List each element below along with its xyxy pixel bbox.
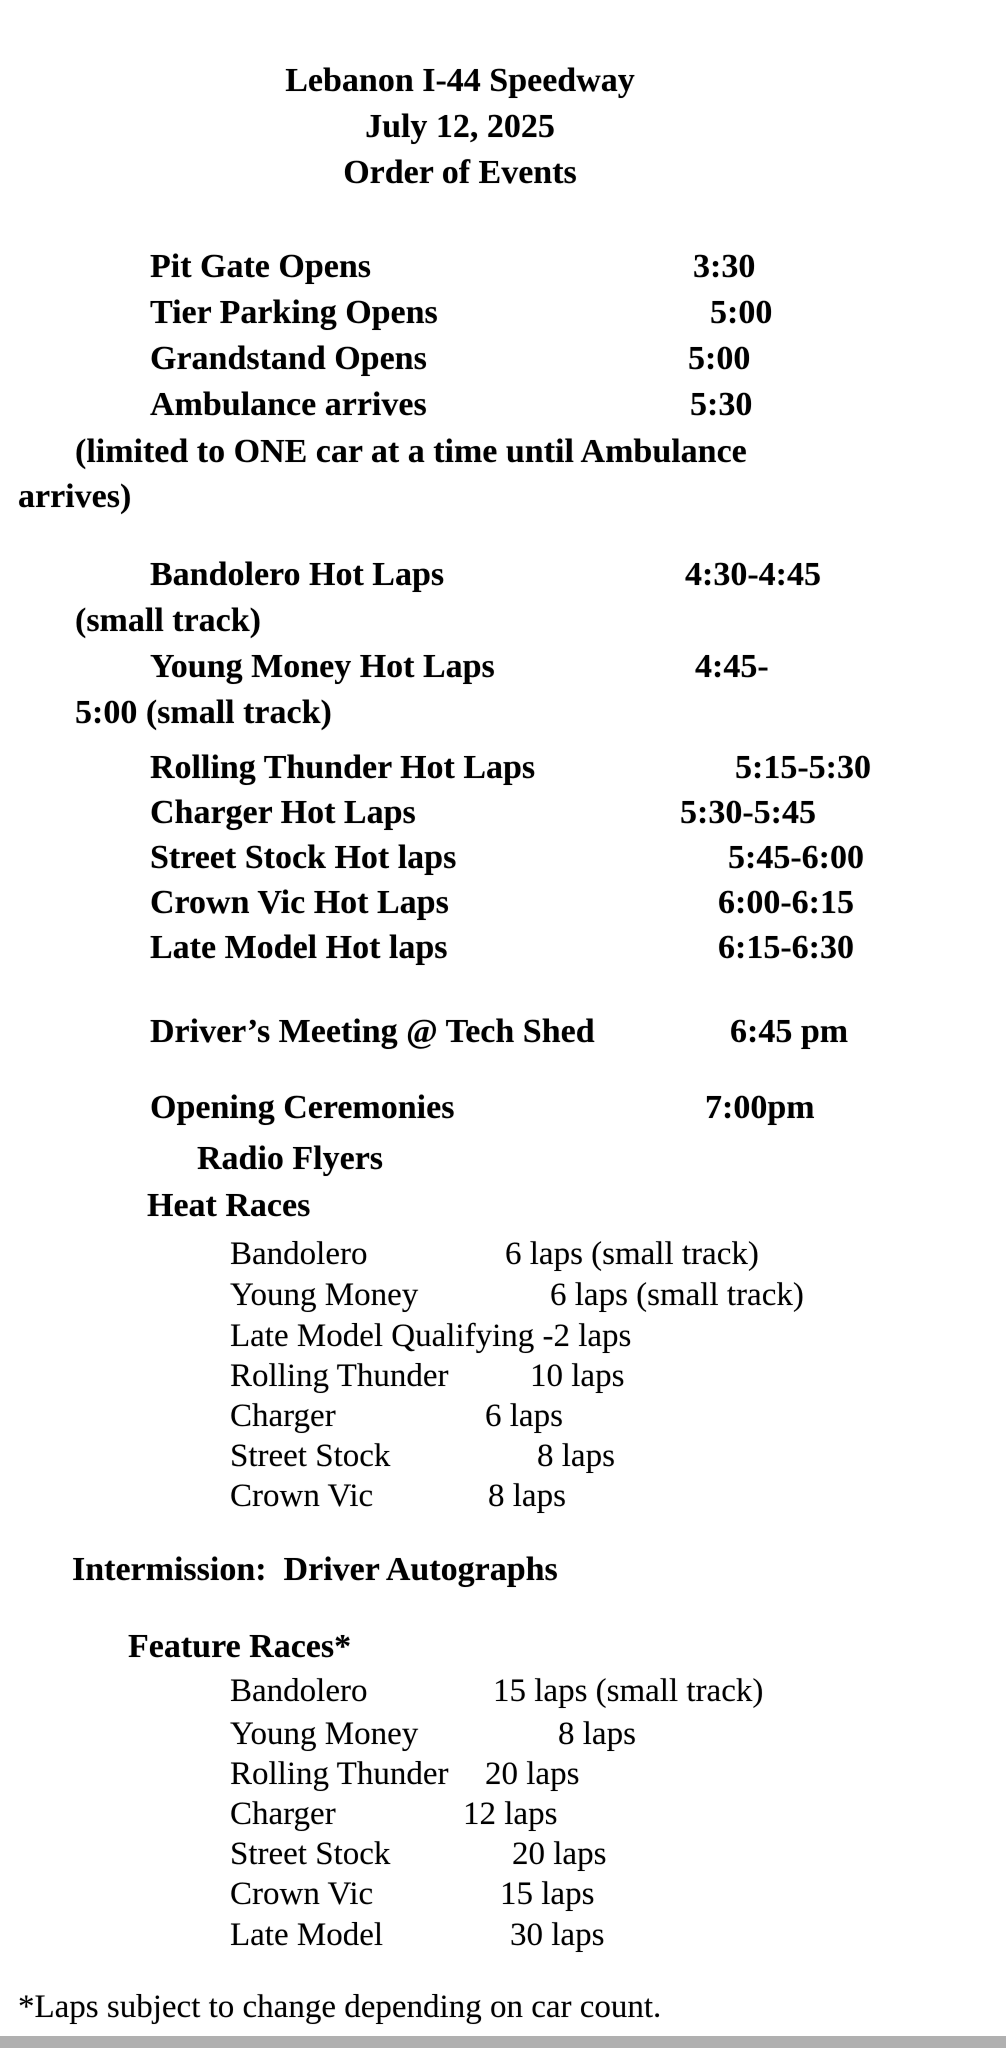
event-label: Opening Ceremonies bbox=[150, 1089, 455, 1126]
event-label: Street Stock Hot laps bbox=[150, 839, 457, 876]
heat-row-crown-vic bbox=[0, 1478, 1006, 1524]
doc-subtitle bbox=[0, 154, 920, 200]
laps-value: 12 laps bbox=[463, 1796, 558, 1832]
feature-races-heading bbox=[0, 1628, 1006, 1674]
laps-value: 15 laps bbox=[500, 1876, 595, 1912]
event-time: 5:15-5:30 bbox=[735, 749, 871, 786]
event-label: Driver’s Meeting @ Tech Shed bbox=[150, 1013, 595, 1050]
laps-value: 8 laps bbox=[488, 1478, 566, 1514]
event-time: 6:45 pm bbox=[730, 1013, 849, 1050]
event-time: 5:00 bbox=[688, 340, 751, 377]
class-label: Late Model Qualifying -2 laps bbox=[230, 1318, 632, 1354]
section-heading: Heat Races bbox=[147, 1187, 311, 1224]
class-label: Young Money bbox=[230, 1716, 419, 1752]
feature-row-bandolero bbox=[0, 1673, 1006, 1719]
class-label: Rolling Thunder bbox=[230, 1756, 449, 1792]
class-label: Bandolero bbox=[230, 1236, 368, 1272]
event-row-street-stock-hot-laps bbox=[0, 839, 1006, 885]
event-label: Ambulance arrives bbox=[150, 386, 427, 423]
event-row-grandstand bbox=[0, 340, 1006, 386]
class-label: Crown Vic bbox=[230, 1876, 374, 1912]
heat-races-heading bbox=[0, 1187, 1006, 1233]
class-label: Charger bbox=[230, 1796, 336, 1832]
event-label: Bandolero Hot Laps bbox=[150, 556, 445, 593]
intermission-heading bbox=[0, 1551, 1006, 1597]
heat-row-young-money bbox=[0, 1277, 1006, 1323]
laps-value: 8 laps bbox=[537, 1438, 615, 1474]
laps-value: 6 laps (small track) bbox=[505, 1236, 759, 1272]
event-row-ambulance bbox=[0, 386, 1006, 432]
event-row-tier-parking bbox=[0, 294, 1006, 340]
event-time: 6:00-6:15 bbox=[718, 884, 854, 921]
laps-value: 20 laps bbox=[485, 1756, 580, 1792]
event-time: 4:45- bbox=[695, 648, 769, 685]
class-label: Rolling Thunder bbox=[230, 1358, 449, 1394]
event-row-radio-flyers bbox=[0, 1140, 1006, 1186]
feature-row-crown-vic bbox=[0, 1876, 1006, 1922]
laps-value: 6 laps bbox=[485, 1398, 563, 1434]
event-time: 5:30 bbox=[690, 386, 753, 423]
small-track-note-continuation bbox=[0, 694, 1006, 740]
doc-title-text: Lebanon I-44 Speedway bbox=[285, 62, 635, 99]
event-label: Late Model Hot laps bbox=[150, 929, 448, 966]
event-time: 4:30-4:45 bbox=[685, 556, 821, 593]
event-time: 6:15-6:30 bbox=[718, 929, 854, 966]
section-heading: Intermission: Driver Autographs bbox=[72, 1551, 558, 1588]
laps-value: 10 laps bbox=[530, 1358, 625, 1394]
class-label: Street Stock bbox=[230, 1438, 391, 1474]
note-text: (limited to ONE car at a time until Ambulance bbox=[75, 433, 747, 470]
note-text: 5:00 (small track) bbox=[75, 694, 332, 731]
small-track-note bbox=[0, 602, 1006, 648]
class-label: Bandolero bbox=[230, 1673, 368, 1709]
doc-date bbox=[0, 108, 920, 154]
event-row-late-model-hot-laps bbox=[0, 929, 1006, 975]
event-label: Rolling Thunder Hot Laps bbox=[150, 749, 536, 786]
laps-value: 15 laps (small track) bbox=[493, 1673, 764, 1709]
scan-edge-bar bbox=[0, 2036, 1006, 2048]
doc-title bbox=[0, 62, 920, 108]
heat-row-bandolero bbox=[0, 1236, 1006, 1282]
doc-subtitle-text: Order of Events bbox=[343, 154, 577, 191]
laps-value: 6 laps (small track) bbox=[550, 1277, 804, 1313]
event-row-rolling-thunder-hot-laps bbox=[0, 749, 1006, 795]
event-row-opening-ceremonies bbox=[0, 1089, 1006, 1135]
event-label: Radio Flyers bbox=[197, 1140, 384, 1177]
event-row-pit-gate bbox=[0, 248, 1006, 294]
event-label: Pit Gate Opens bbox=[150, 248, 371, 285]
class-label: Street Stock bbox=[230, 1836, 391, 1872]
event-label: Grandstand Opens bbox=[150, 340, 427, 377]
event-row-crown-vic-hot-laps bbox=[0, 884, 1006, 930]
event-time: 5:00 bbox=[710, 294, 773, 331]
laps-value: 20 laps bbox=[512, 1836, 607, 1872]
event-time: 7:00pm bbox=[705, 1089, 815, 1126]
doc-date-text: July 12, 2025 bbox=[365, 108, 555, 145]
event-row-young-money-hot-laps bbox=[0, 648, 1006, 694]
event-time: 3:30 bbox=[693, 248, 756, 285]
class-label: Crown Vic bbox=[230, 1478, 374, 1514]
feature-row-late-model bbox=[0, 1917, 1006, 1963]
event-row-bandolero-hot-laps bbox=[0, 556, 1006, 602]
event-time: 5:30-5:45 bbox=[680, 794, 816, 831]
event-label: Young Money Hot Laps bbox=[150, 648, 495, 685]
ambulance-note-line1 bbox=[0, 433, 1006, 479]
event-label: Tier Parking Opens bbox=[150, 294, 438, 331]
footnote bbox=[0, 1989, 1006, 2035]
note-text: (small track) bbox=[75, 602, 262, 639]
event-label: Crown Vic Hot Laps bbox=[150, 884, 449, 921]
footnote-text: *Laps subject to change depending on car count. bbox=[18, 1989, 662, 2025]
event-row-drivers-meeting bbox=[0, 1013, 1006, 1059]
laps-value: 30 laps bbox=[510, 1917, 605, 1953]
class-label: Late Model bbox=[230, 1917, 384, 1953]
class-label: Charger bbox=[230, 1398, 336, 1434]
event-label: Charger Hot Laps bbox=[150, 794, 416, 831]
laps-value: 8 laps bbox=[558, 1716, 636, 1752]
section-heading: Feature Races* bbox=[128, 1628, 352, 1665]
event-row-charger-hot-laps bbox=[0, 794, 1006, 840]
event-time: 5:45-6:00 bbox=[728, 839, 864, 876]
note-text: arrives) bbox=[18, 478, 132, 515]
class-label: Young Money bbox=[230, 1277, 419, 1313]
ambulance-note-line2 bbox=[0, 478, 1006, 524]
